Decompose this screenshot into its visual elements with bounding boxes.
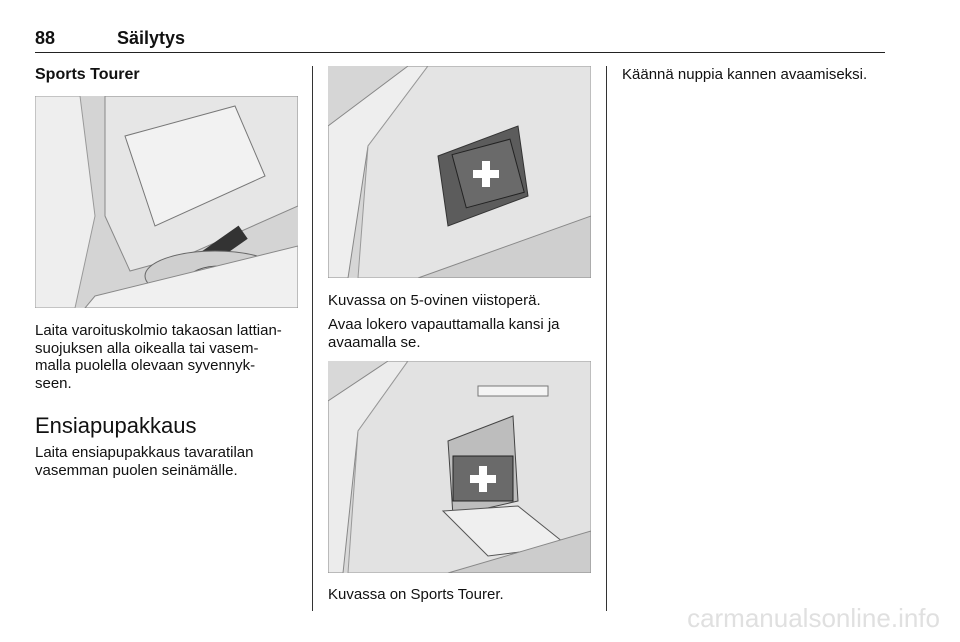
column-divider-1: [312, 66, 313, 611]
subheading-sports-tourer: Sports Tourer: [35, 66, 140, 83]
caption-sports-tourer: Kuvassa on Sports Tourer.: [328, 586, 504, 603]
trunk-floor-illustration: [35, 96, 298, 308]
page-header: [35, 28, 885, 53]
first-aid-text: Laita ensiapupakkaus tavaratilan vasemman puolen seinämälle.: [35, 444, 254, 479]
section-title: Säilytys: [117, 28, 186, 48]
open-compartment-text: Avaa lokero vapauttamalla kansi ja avaamalla se.: [328, 316, 560, 351]
first-aid-heading: Ensiapupakkaus: [35, 413, 197, 438]
watermark-text: carmanualsonline.info: [687, 603, 940, 633]
page-number: 88: [35, 28, 56, 48]
caption-hatchback: Kuvassa on 5-ovinen viistoperä.: [328, 292, 541, 309]
column-divider-2: [606, 66, 607, 611]
hatchback-first-aid-illustration: [328, 66, 591, 278]
sports-tourer-first-aid-illustration: [328, 361, 591, 573]
warning-triangle-text: Laita varoituskolmio takaosan lattian- suojuksen alla oikealla tai vasem- malla puolella olevaan syvennyk- seen.: [35, 322, 282, 392]
turn-knob-text: Käännä nuppia kannen avaamiseksi.: [622, 66, 868, 83]
